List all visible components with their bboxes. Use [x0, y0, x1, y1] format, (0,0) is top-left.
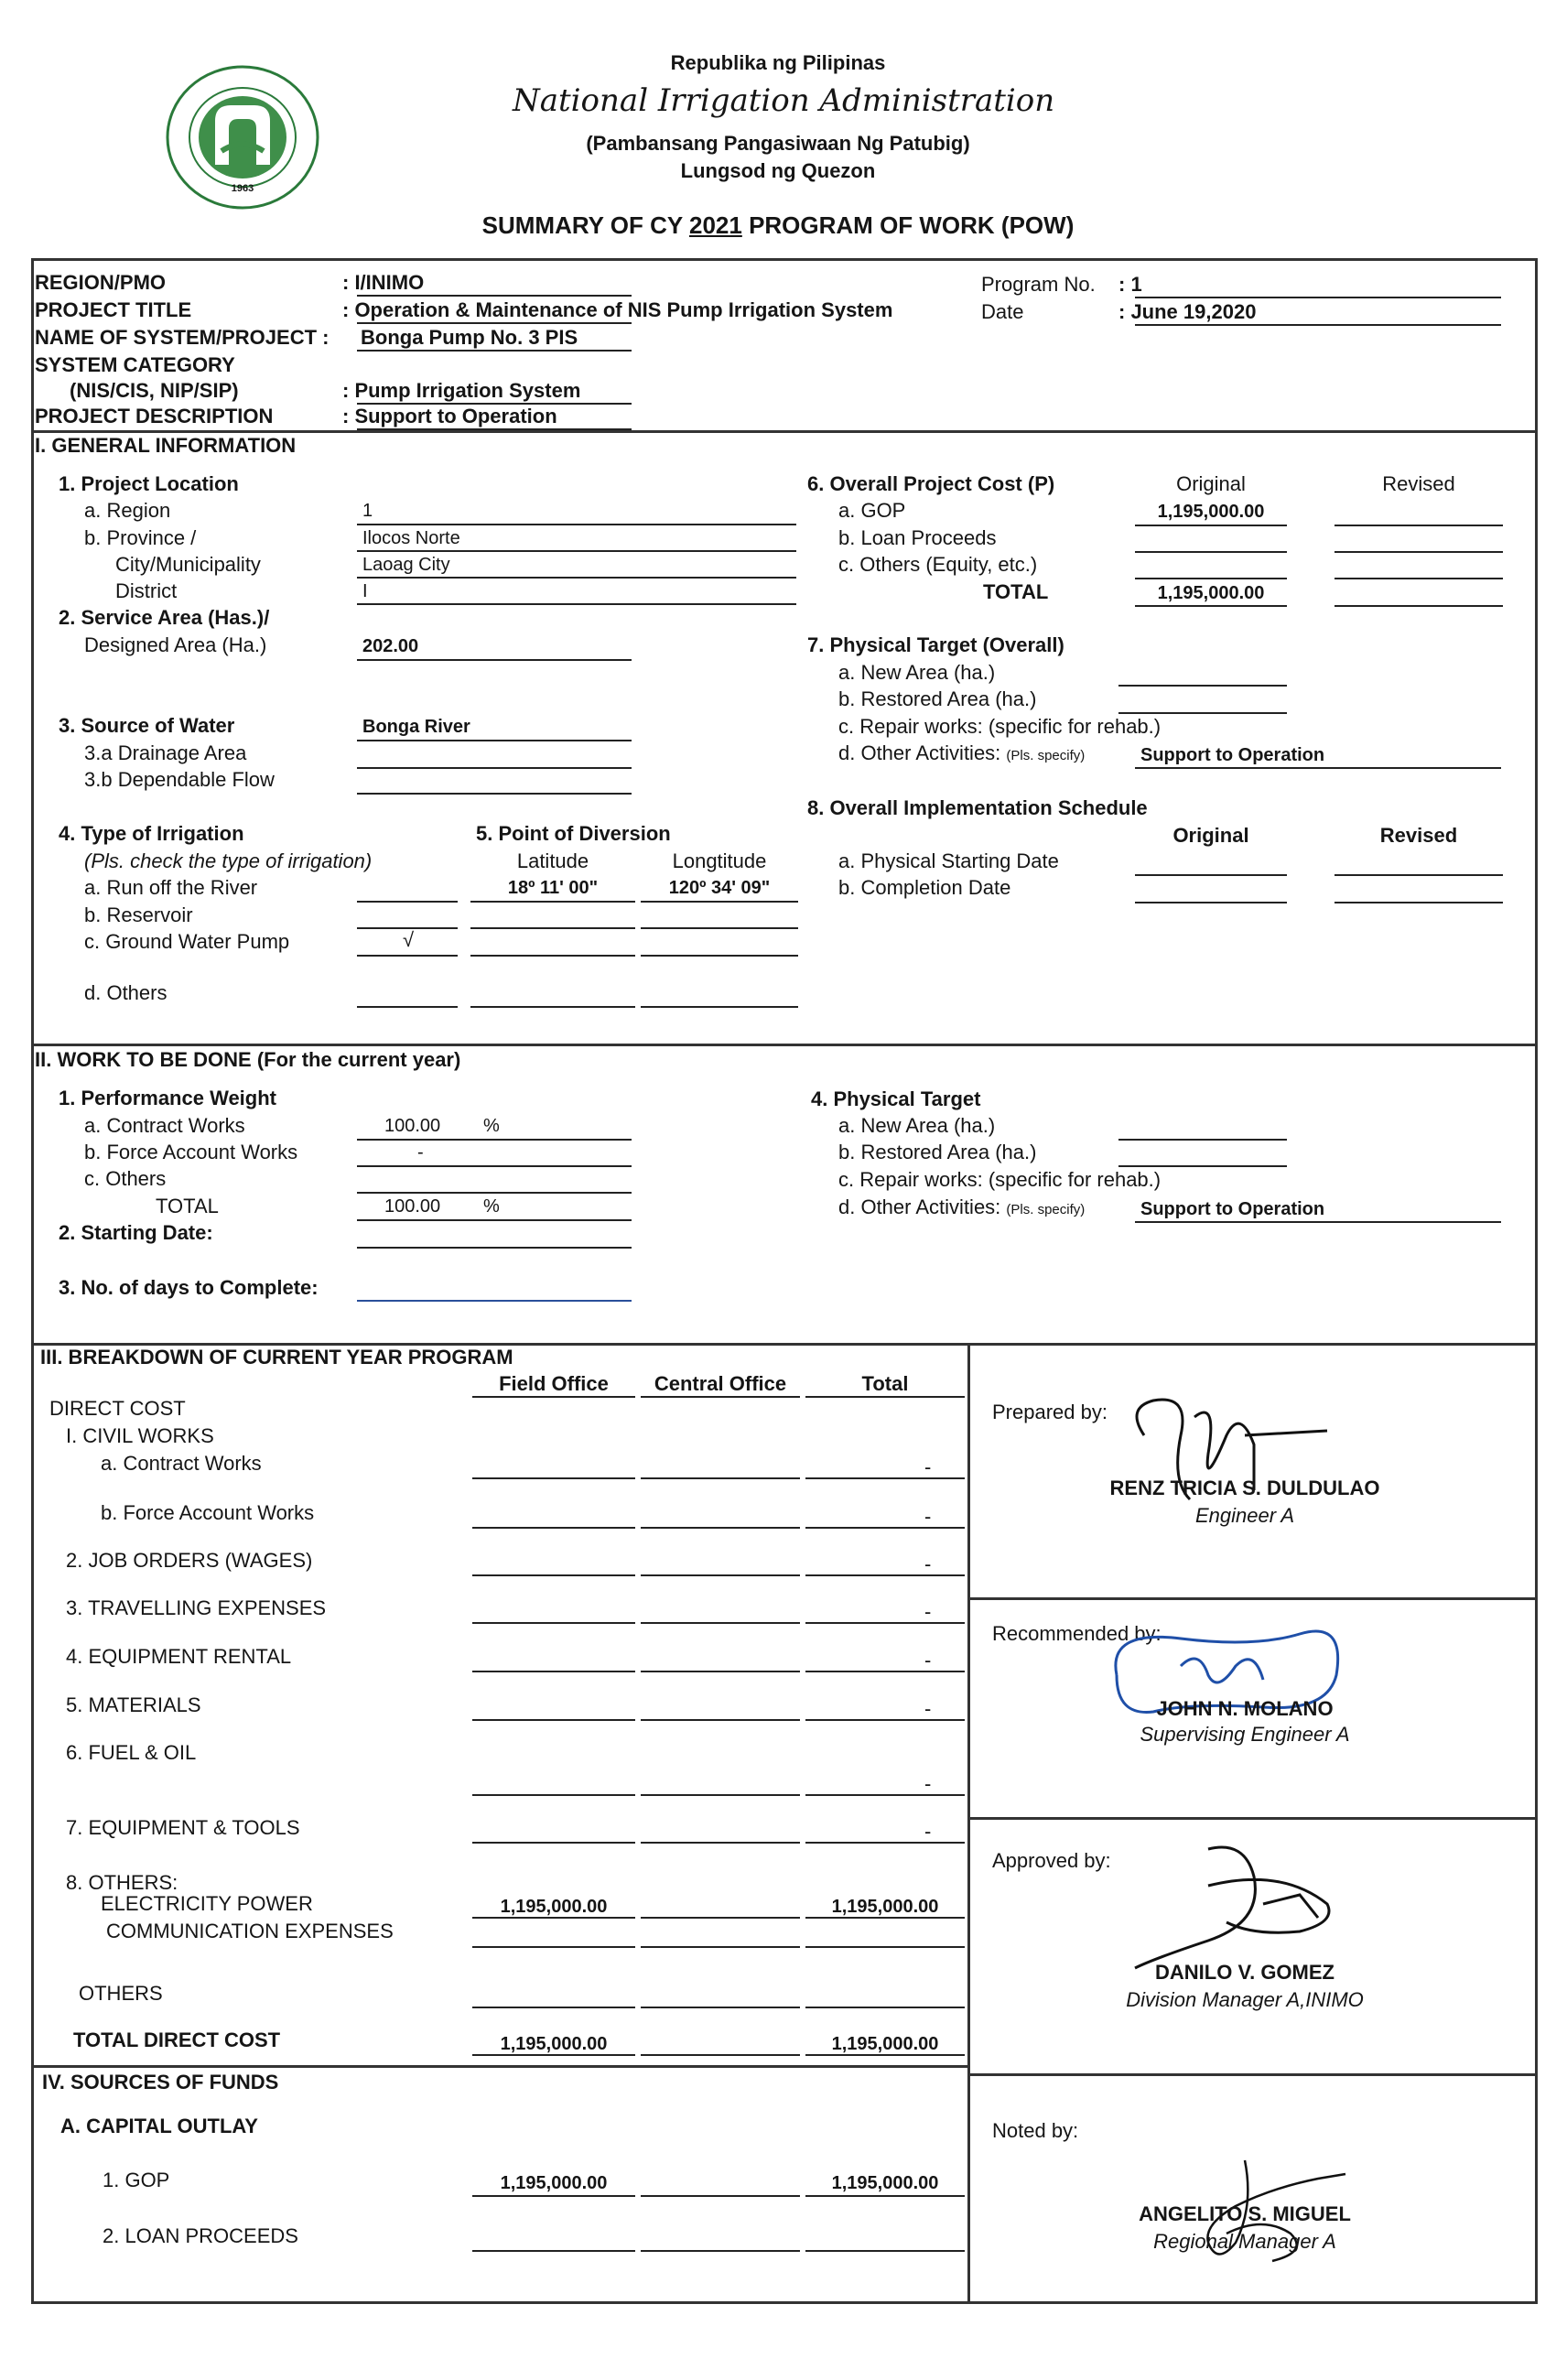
electricity-total-value: 1,195,000.00: [831, 1897, 939, 1917]
district-label: District: [115, 579, 178, 602]
physical-repair: c. Repair works: (specific for rehab.): [838, 715, 1162, 738]
city-value: Laoag City: [362, 555, 450, 575]
electricity-label: ELECTRICITY POWER: [101, 1892, 313, 1915]
system-label: NAME OF SYSTEM/PROJECT :: [35, 326, 330, 349]
date-value: : June 19,2020: [1118, 300, 1257, 323]
category-value: : Pump Irrigation System: [342, 379, 581, 402]
doc-title: [275, 211, 1281, 240]
divider-sig-2: [967, 1817, 1538, 1820]
cost-revised-label: Revised: [1382, 472, 1455, 495]
work-physical-label: 4. Physical Target: [811, 1087, 981, 1110]
breakdown-heading: III. BREAKDOWN OF CURRENT YEAR PROGRAM: [40, 1346, 513, 1368]
electricity-field-value: 1,195,000.00: [500, 1897, 608, 1917]
work-heading: II. WORK TO BE DONE (For the current year): [35, 1048, 461, 1071]
col-field-office: Field Office: [499, 1372, 609, 1395]
cost-gop-label: a. GOP: [838, 499, 906, 522]
longitude-value: 120º 34' 09": [668, 878, 771, 898]
recommended-title: Supervising Engineer A: [1140, 1723, 1350, 1746]
funds-gop-total: 1,195,000.00: [831, 2173, 939, 2193]
direct-cost-label: DIRECT COST: [49, 1397, 186, 1420]
seal-year: 1963: [231, 183, 254, 194]
cost-loan-label: b. Loan Proceeds: [838, 526, 997, 549]
city-label: City/Municipality: [115, 553, 261, 576]
longitude-label: Longtitude: [672, 849, 767, 872]
pls-specify: (Pls. specify): [1006, 748, 1086, 763]
capital-outlay-label: A. CAPITAL OUTLAY: [60, 2115, 258, 2137]
region-row-label: a. Region: [84, 499, 171, 522]
groundwater-check-icon: √: [403, 928, 415, 951]
total-direct-total-value: 1,195,000.00: [831, 2034, 939, 2054]
tools-total-dash: -: [924, 1820, 932, 1843]
region-row-value: 1: [362, 501, 373, 521]
perf-weight-label: 1. Performance Weight: [59, 1087, 276, 1109]
work-force-value: -: [417, 1142, 424, 1163]
service-area-label: 2. Service Area (Has.)/: [59, 606, 270, 629]
title-year: 2021: [688, 211, 742, 239]
category-label: SYSTEM CATEGORY: [35, 353, 235, 376]
designed-area-label: Designed Area (Ha.): [84, 633, 267, 656]
program-no-value: : 1: [1118, 273, 1142, 296]
latitude-label: Latitude: [516, 849, 589, 872]
approved-title: Division Manager A,INIMO: [1126, 1988, 1364, 2011]
cost-others-label: c. Others (Equity, etc.): [838, 553, 1038, 576]
days-complete-field: [357, 1300, 632, 1302]
divider-signature-column: [967, 1343, 970, 2304]
project-title-value: : Operation & Maintenance of NIS Pump Irrigation System: [342, 298, 893, 321]
approved-name: DANILO V. GOMEZ: [1155, 1961, 1334, 1984]
force-account-label: b. Force Account Works: [101, 1501, 315, 1524]
schedule-revised-label: Revised: [1379, 824, 1458, 847]
republic-heading: Republika ng Pilipinas: [670, 51, 886, 74]
funds-loan-label: 2. LOAN PROCEEDS: [103, 2224, 298, 2247]
project-title-label: PROJECT TITLE: [35, 298, 192, 321]
noted-label: Noted by:: [992, 2119, 1079, 2142]
schedule-completion: b. Completion Date: [838, 876, 1011, 899]
program-no-label: Program No.: [981, 273, 1096, 296]
approved-signature: [1117, 1831, 1373, 1977]
other-activities-label: d. Other Activities:: [838, 741, 1001, 764]
travel-total-dash: -: [924, 1600, 932, 1623]
agency-name: National Irrigation Administration: [513, 82, 1055, 119]
work-pls-specify: (Pls. specify): [1006, 1202, 1086, 1217]
irrigation-others: d. Others: [84, 981, 167, 1004]
col-total: Total: [861, 1372, 909, 1395]
work-force-label: b. Force Account Works: [84, 1141, 298, 1163]
contract-works-label: a. Contract Works: [101, 1452, 262, 1475]
total-direct-cost-label: TOTAL DIRECT COST: [73, 2028, 281, 2051]
cost-total-label: TOTAL: [983, 580, 1049, 603]
divider-funds: [31, 2065, 967, 2068]
approved-label: Approved by:: [992, 1849, 1111, 1872]
cost-label: 6. Overall Project Cost (P): [807, 472, 1055, 495]
work-contract-value: 100.00: [384, 1116, 441, 1136]
diversion-label: 5. Point of Diversion: [476, 822, 671, 845]
work-contract-unit: %: [483, 1116, 500, 1136]
recommended-name: JOHN N. MOLANO: [1156, 1697, 1334, 1720]
divider-sig-1: [967, 1597, 1538, 1600]
work-others-label: c. Others: [84, 1167, 167, 1190]
others2-label: OTHERS: [79, 1982, 163, 2005]
physical-restored-area: b. Restored Area (ha.): [838, 687, 1037, 710]
job-total-dash: -: [924, 1552, 932, 1575]
travelling-label: 3. TRAVELLING EXPENSES: [66, 1596, 327, 1619]
work-restored-area: b. Restored Area (ha.): [838, 1141, 1037, 1163]
prepared-title: Engineer A: [1194, 1504, 1295, 1527]
region-label: REGION/PMO: [35, 271, 167, 294]
work-other-activities-label: d. Other Activities:: [838, 1195, 1001, 1218]
divider-top-block: [31, 430, 1538, 433]
agency-seal: [165, 64, 320, 211]
drainage-label: 3.a Drainage Area: [84, 741, 247, 764]
province-label: b. Province /: [84, 526, 197, 549]
agency-tagalog: (Pambansang Pangasiwaan Ng Patubig): [586, 132, 970, 155]
irrigation-groundwater: c. Ground Water Pump: [84, 930, 290, 953]
materials-label: 5. MATERIALS: [66, 1693, 201, 1716]
title-prefix: SUMMARY OF CY: [481, 211, 683, 239]
work-other-activities: [838, 1195, 1085, 1222]
job-orders-label: 2. JOB ORDERS (WAGES): [66, 1549, 313, 1572]
district-value: I: [362, 581, 368, 601]
work-new-area: a. New Area (ha.): [838, 1114, 996, 1137]
system-value: Bonga Pump No. 3 PIS: [361, 326, 578, 349]
latitude-value: 18º 11' 00": [507, 878, 599, 898]
cost-gop-value: 1,195,000.00: [1157, 502, 1265, 522]
communication-label: COMMUNICATION EXPENSES: [106, 1920, 394, 1942]
cost-total-value: 1,195,000.00: [1157, 583, 1265, 603]
funds-gop-label: 1. GOP: [103, 2169, 170, 2191]
agency-city: Lungsod ng Quezon: [680, 159, 876, 182]
dependable-label: 3.b Dependable Flow: [84, 768, 275, 791]
irrigation-reservoir: b. Reservoir: [84, 903, 193, 926]
description-value: : Support to Operation: [342, 405, 557, 427]
physical-new-area: a. New Area (ha.): [838, 661, 996, 684]
irrigation-runoff: a. Run off the River: [84, 876, 258, 899]
civil-works-label: I. CIVIL WORKS: [66, 1424, 214, 1447]
designed-area-value: 202.00: [362, 636, 419, 656]
prepared-name: RENZ TRICIA S. DULDULAO: [1109, 1477, 1380, 1499]
equipment-rental-label: 4. EQUIPMENT RENTAL: [66, 1645, 292, 1668]
physical-other-activities: [838, 741, 1085, 768]
work-total-label: TOTAL: [156, 1195, 219, 1217]
work-other-activities-value: Support to Operation: [1140, 1199, 1325, 1219]
rental-total-dash: -: [924, 1649, 932, 1671]
region-value: : I/INIMO: [342, 271, 425, 294]
general-heading: I. GENERAL INFORMATION: [35, 434, 297, 457]
water-source-value: Bonga River: [362, 717, 470, 737]
total-direct-field-value: 1,195,000.00: [500, 2034, 608, 2054]
schedule-start: a. Physical Starting Date: [838, 849, 1059, 872]
divider-sig-3: [967, 2073, 1538, 2076]
work-contract-label: a. Contract Works: [84, 1114, 245, 1137]
province-value: Ilocos Norte: [362, 528, 460, 548]
funds-heading: IV. SOURCES OF FUNDS: [42, 2071, 279, 2093]
fuel-oil-label: 6. FUEL & OIL: [66, 1741, 197, 1764]
title-suffix: PROGRAM OF WORK (POW): [749, 211, 1075, 239]
other-activities-value: Support to Operation: [1140, 745, 1325, 765]
divider-general: [31, 1044, 1538, 1046]
prepared-label: Prepared by:: [992, 1401, 1108, 1423]
work-total-value: 100.00: [384, 1196, 441, 1217]
work-total-unit: %: [483, 1196, 500, 1217]
materials-total-dash: -: [924, 1697, 932, 1720]
water-source-label: 3. Source of Water: [59, 714, 235, 737]
noted-name: ANGELITO S. MIGUEL: [1139, 2202, 1351, 2225]
irrigation-type-label: 4. Type of Irrigation: [59, 822, 244, 845]
force-total-dash: -: [924, 1505, 932, 1528]
category-sub: (NIS/CIS, NIP/SIP): [70, 379, 239, 402]
others-label: 8. OTHERS:: [66, 1871, 178, 1894]
description-label: PROJECT DESCRIPTION: [35, 405, 274, 427]
recommended-label: Recommended by:: [992, 1622, 1162, 1645]
days-complete-label: 3. No. of days to Complete:: [59, 1276, 319, 1299]
starting-date-label: 2. Starting Date:: [59, 1221, 213, 1244]
funds-gop-field: 1,195,000.00: [500, 2173, 608, 2193]
irrigation-note: (Pls. check the type of irrigation): [84, 849, 373, 872]
noted-title: Regional Manager A: [1153, 2230, 1336, 2253]
date-label: Date: [981, 300, 1024, 323]
equipment-tools-label: 7. EQUIPMENT & TOOLS: [66, 1816, 300, 1839]
cost-original-label: Original: [1176, 472, 1246, 495]
location-label: 1. Project Location: [59, 472, 239, 495]
work-repair: c. Repair works: (specific for rehab.): [838, 1168, 1162, 1191]
contract-total-dash: -: [924, 1455, 932, 1478]
schedule-original-label: Original: [1172, 824, 1249, 847]
physical-target-label: 7. Physical Target (Overall): [807, 633, 1064, 656]
schedule-label: 8. Overall Implementation Schedule: [807, 796, 1148, 819]
col-central-office: Central Office: [654, 1372, 787, 1395]
fuel-total-dash: -: [924, 1772, 932, 1795]
